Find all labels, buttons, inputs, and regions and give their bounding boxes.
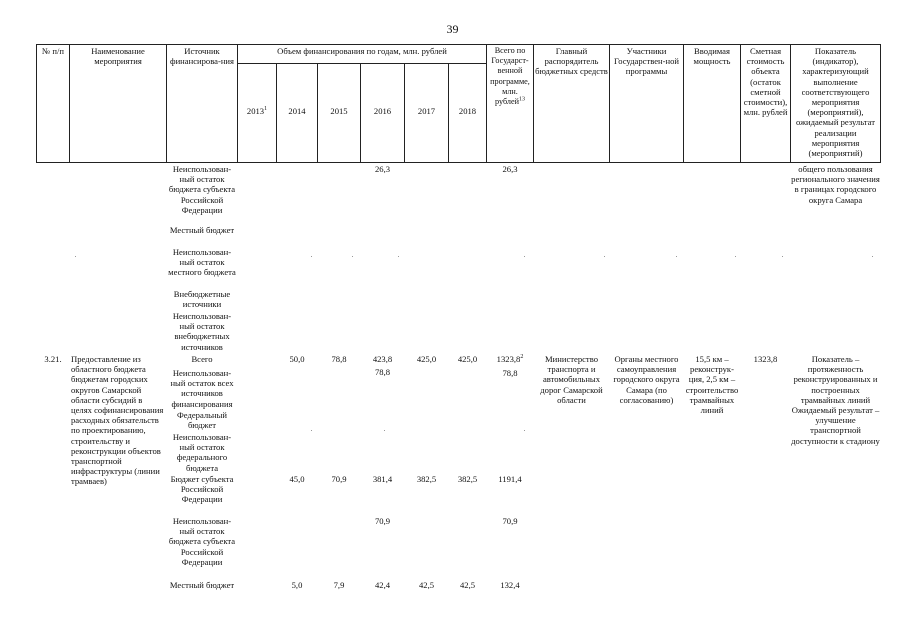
item-cost: 1323,8 bbox=[753, 354, 778, 364]
value-2014-local: 5,0 bbox=[291, 580, 303, 590]
value-sum-unused-all: 78,8 bbox=[502, 368, 518, 378]
source-regional: Бюджет субъекта Российской Федерации bbox=[170, 474, 234, 505]
header-cost: Сметная стоимость объекта (остаток сметной стоимости), млн. рублей bbox=[743, 46, 788, 118]
value-sum-local: 132,4 bbox=[500, 580, 520, 590]
value-2014-regional: 45,0 bbox=[289, 474, 305, 484]
value-2018-local: 42,5 bbox=[459, 580, 476, 590]
source-total: Всего bbox=[191, 354, 213, 364]
item-name: Предоставление из областного бюджета бюджетам городских округов Самарской области субсидий в целях софинансирования расходных обязательств по проектированию, строительству и реконструкции объектов транспортной инфраструктуры (линии трамваев) bbox=[71, 354, 164, 487]
header-name: Наименование мероприятия bbox=[91, 46, 145, 67]
page-number: 39 bbox=[446, 22, 459, 36]
item-number: 3.21. bbox=[44, 354, 62, 364]
continuation-indicator: общего пользования регионального значения в границах городского округа Самара bbox=[791, 164, 880, 205]
continuation-source-2: Местный бюджет bbox=[169, 225, 235, 235]
header-year-2016: 2016 bbox=[373, 106, 392, 116]
value-2018-regional: 382,5 bbox=[457, 474, 478, 484]
value-2018-total: 425,0 bbox=[457, 354, 478, 364]
value-sum-total: 1323,8$^2$ bbox=[496, 354, 524, 364]
continuation-source-3: Неиспользован-ный остаток местного бюджета bbox=[168, 247, 236, 278]
value-sum-regional: 1191,4 bbox=[498, 474, 522, 484]
source-federal: Федеральный бюджет bbox=[176, 410, 228, 431]
source-unused-all: Неиспользован-ный остаток всех источников финансирования bbox=[170, 368, 234, 409]
value-2017-local: 42,5 bbox=[418, 580, 435, 590]
value-sum-unused-regional: 70,9 bbox=[502, 516, 518, 526]
item-capacity: 15,5 км – реконструк-ция, 2,5 км – строительство трамвайных линий bbox=[685, 354, 739, 416]
header-funding: Объем финансирования по годам, млн. рублей bbox=[277, 46, 447, 56]
continuation-source-4: Внебюджетные источники bbox=[173, 289, 231, 310]
header-year-2018: 2018 bbox=[458, 106, 477, 116]
value-2016-local: 42,4 bbox=[374, 580, 391, 590]
continuation-2016-value: 26,3 bbox=[374, 164, 391, 174]
value-2015-regional: 70,9 bbox=[331, 474, 347, 484]
value-2016-total: 423,8 bbox=[372, 354, 393, 364]
continuation-source-1: Неиспользован-ный остаток бюджета субъекта Российской Федерации bbox=[168, 164, 236, 215]
value-2014-total: 50,0 bbox=[289, 354, 305, 364]
value-2017-regional: 382,5 bbox=[416, 474, 437, 484]
header-year-2015: 2015 bbox=[330, 106, 348, 116]
value-2016-unused-regional: 70,9 bbox=[374, 516, 391, 526]
item-indicator: Показатель – протяженность реконструированных и построенных трамвайных линий Ожидаемый результат – улучшение транспортной доступности к стадиону bbox=[791, 354, 880, 446]
item-participants: Органы местного самоуправления городского округа Самара (по согласованию) bbox=[613, 354, 680, 405]
value-2016-unused-all: 78,8 bbox=[374, 367, 391, 377]
header-year-2017: 2017 bbox=[417, 106, 436, 116]
source-local: Местный бюджет bbox=[169, 580, 235, 590]
header-year-2014: 2014 bbox=[288, 106, 306, 116]
value-2016-regional: 381,4 bbox=[372, 474, 393, 484]
header-total: Всего по Государст-венной программе, млн. рублей$^{13}$ bbox=[490, 46, 530, 107]
value-2015-total: 78,8 bbox=[331, 354, 347, 364]
header-number: № п/п bbox=[42, 46, 64, 56]
header-participants: Участники Государствен-ной программы bbox=[613, 46, 679, 77]
header-source: Источник финансирова-ния bbox=[170, 46, 234, 67]
continuation-total-value: 26,3 bbox=[502, 164, 518, 174]
header-year-2013: 2013$^1$ bbox=[246, 106, 268, 116]
value-2015-local: 7,9 bbox=[333, 580, 345, 590]
item-admin: Министерство транспорта и автомобильных дорог Самарской области bbox=[540, 354, 603, 405]
header-capacity: Вводимая мощность bbox=[693, 46, 731, 67]
continuation-source-5: Неиспользован-ный остаток внебюджетных источников bbox=[172, 311, 232, 352]
source-unused-federal: Неиспользован-ный остаток федерального бюджета bbox=[172, 432, 232, 473]
source-unused-regional: Неиспользован-ный остаток бюджета субъекта Российской Федерации bbox=[168, 516, 236, 567]
header-indicator: Показатель (индикатор), характеризующий выполнение соответствующего мероприятия (мероприятий), ожидаемый результат реализации мероприятия (мероприятий) bbox=[795, 46, 876, 159]
value-2017-total: 425,0 bbox=[416, 354, 437, 364]
header-admin: Главный распорядитель бюджетных средств bbox=[535, 46, 608, 77]
